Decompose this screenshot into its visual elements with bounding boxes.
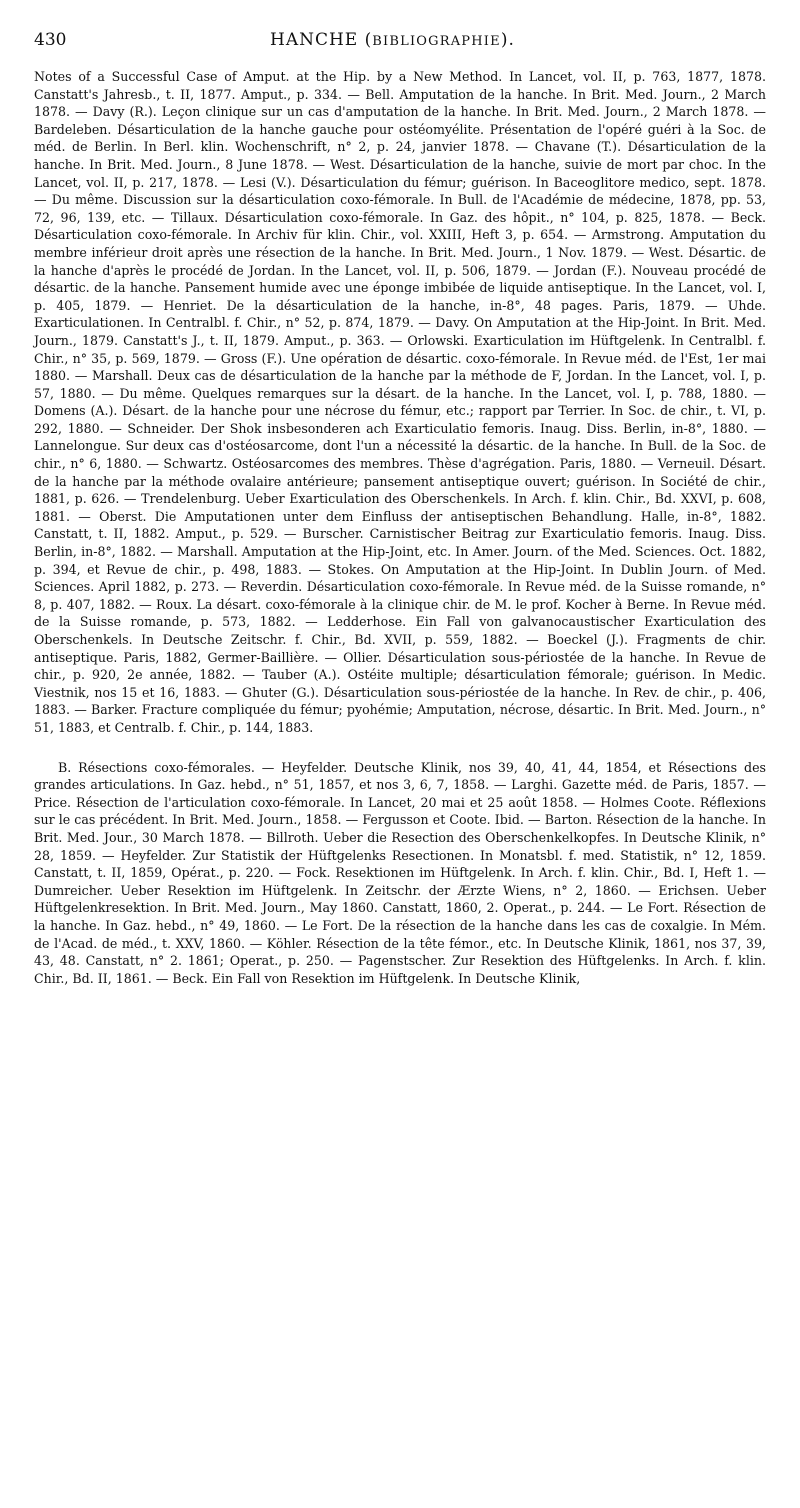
bibliography-section-b [34,759,766,988]
running-title-main: HANCHE ( [270,30,373,50]
section-a-paragraph: Notes of a Successful Case of Amput. at the Hip. by a New Method. In Lancet, vol. II, p. 763, 1877, 1878. Canstatt's Jahresb., t. II, 1877. Amput., p. 334. — Bell. Amputation de la hanche. In Brit. Med. Journ., 2 March 1878. — Davy (R.). Leçon clinique sur un cas d'amputation de la hanche. In Brit. Med. Journ., 2 March 1878. — Bardeleben. Désarticulation de la hanche gauche pour ostéomyélite. Présentation de l'opéré guéri à la Soc. de méd. de Berlin. In Berl. klin. Wochenschrift, n° 2, p. 24, janvier 1878. — Chavane (T.). Désarticulation de la hanche. In Brit. Med. Journ., 8 June 1878. — West. Désarticulation de la hanche, suivie de mort par choc. In the Lancet, vol. II, p. 217, 1878. — Lesi (V.). Désarticulation du fémur; guérison. In Baceoglitore medico, sept. 1878. — Du même. Discussion sur la désarticulation coxo-fémorale. In Bull. de l'Académie de médecine, 1878, pp. 53, 72, 96, 139, etc. — Tillaux. Désarticulation coxo-fémorale. In Gaz. des hôpit., n° 104, p. 825, 1878. — Beck. Désarticulation coxo-fémorale. In Archiv für klin. Chir., vol. XXIII, Heft 3, p. 654. — Armstrong. Amputation du membre inférieur droit après une résection de la hanche. In Brit. Med. Journ., 1 Nov. 1879. — West. Désartic. de la hanche d'après le procédé de Jordan. In the Lancet, vol. II, p. 506, 1879. — Jordan (F.). Nouveau procédé de désartic. de la hanche. Pansement humide avec une éponge imbibée de liquide antiseptique. In the Lancet, vol. I, p. 405, 1879. — Henriet. De la désarticulation de la hanche, in-8°, 48 pages. Paris, 1879. — Uhde. Exarticulationen. In Centralbl. f. Chir., n° 52, p. 874, 1879. — Davy. On Amputation at the Hip-Joint. In Brit. Med. Journ., 1879. Canstatt's J., t. II, 1879. Amput., p. 363. — Orlowski. Exarticulation im Hüftgelenk. In Centralbl. f. Chir., n° 35, p. 569, 1879. — Gross (F.). Une opération de désartic. coxo-fémorale. In Revue méd. de l'Est, 1er mai 1880. — Marshall. Deux cas de désarticulation de la hanche par la méthode de F, Jordan. In the Lancet, vol. I, p. 57, 1880. — Du même. Quelques remarques sur la désart. de la hanche. In the Lancet, vol. I, p. 788, 1880. — Domens (A.). Désart. de la hanche pour une nécrose du fémur, etc.; rapport par Terrier. In Soc. de chir., t. VI, p. 292, 1880. — Schneider. Der Shok insbesonderen ach Exarticulatio femoris. Inaug. Diss. Berlin, in-8°, 1880. — Lannelongue. Sur deux cas d'ostéosarcome, dont l'un a nécessité la désartic. de la hanche. In Bull. de la Soc. de chir., n° 6, 1880. — Schwartz. Ostéosarcomes des membres. Thèse d'agrégation. Paris, 1880. — Verneuil. Désart. de la hanche par la méthode ovalaire antérieure; pansement antiseptique ouvert; guérison. In Société de chir., 1881, p. 626. — Trendelenburg. Ueber Exarticulation des Oberschenkels. In Arch. f. klin. Chir., Bd. XXVI, p. 608, 1881. — Oberst. Die Amputationen unter dem Einfluss der antiseptischen Behandlung. Halle, in-8°, 1882. Canstatt, t. II, 1882. Amput., p. 529. — Burscher. Carnistischer Beitrag zur Exarticulatio femoris. Inaug. Diss. Berlin, in-8°, 1882. — Marshall. Amputation at the Hip-Joint, etc. In Amer. Journ. of the Med. Sciences. Oct. 1882, p. 394, et Revue de chir., p. 498, 1883. — Stokes. On Amputation at the Hip-Joint. In Dublin Journ. of Med. Sciences. April 1882, p. 273. — Reverdin. Désarticulation coxo-fémorale. In Revue méd. de la Suisse romande, n° 8, p. 407, 1882. — Roux. La désart. coxo-fémorale à la clinique chir. de M. le prof. Kocher à Berne. In Revue méd. de la Suisse romande, p. 573, 1882. — Ledderhose. Ein Fall von galvanocaustischer Exarticulation des Oberschenkels. In Deutsche Zeitschr. f. Chir., Bd. XVII, p. 559, 1882. — Boeckel (J.). Fragments de chir. antiseptique. Paris, 1882, Germer-Baillière. — Ollier. Désarticulation sous-périostée de la hanche. In Revue de chir., p. 920, 2e année, 1882. — Tauber (A.). Ostéite multiple; désarticulation fémorale; guérison. In Medic. Viestnik, nos 15 et 16, 1883. — Ghuter (G.). Désarticulation sous-périostée de la hanche. In Rev. de chir., p. 406, 1883. — Barker. Fracture compliquée du fémur; pyohémie; Amputation, nécrose, désartic. In Brit. Med. Journ., n° 51, 1883, et Centralb. f. Chir., p. 144, 1883. [34,69,766,735]
page-number: 430 [34,30,67,50]
running-title-small: BIBLIOGRAPHIE [372,34,501,49]
section-b-paragraph: B. Résections coxo-fémorales. — Heyfelder. Deutsche Klinik, nos 39, 40, 41, 44, 1854, et Résections des grandes articulations. In Gaz. hebd., n° 51, 1857, et nos 3, 6, 7, 1858. — Larghi. Gazette méd. de Paris, 1857. — Price. Résection de l'articulation coxo-fémorale. In Lancet, 20 mai et 25 août 1858. — Holmes Coote. Réflexions sur le cas précédent. In Brit. Med. Journ., 1858. — Fergusson et Coote. Ibid. — Barton. Résection de la hanche. In Brit. Med. Jour., 30 March 1878. — Billroth. Ueber die Resection des Oberschenkelkopfes. In Deutsche Klinik, n° 28, 1859. — Heyfelder. Zur Statistik der Hüftgelenks Resectionen. In Monatsbl. f. med. Statistik, n° 12, 1859. Canstatt, t. II, 1859, Opérat., p. 220. — Fock. Resektionen im Hüftgelenk. In Arch. f. klin. Chir., Bd. I, Heft 1. — Dumreicher. Ueber Resektion im Hüftgelenk. In Zeitschr. der Ærzte Wiens, n° 2, 1860. — Erichsen. Ueber Hüftgelenkresektion. In Brit. Med. Journ., May 1860. Canstatt, 1860, 2. Operat., p. 244. — Le Fort. Résection de la hanche. In Gaz. hebd., n° 49, 1860. — Le Fort. De la résection de la hanche dans les cas de coxalgie. In Mém. de l'Acad. de méd., t. XXV, 1860. — Köhler. Résection de la tête fémor., etc. In Deutsche Klinik, 1861, nos 37, 39, 43, 48. Canstatt, n° 2. 1861; Operat., p. 250. — Pagenstscher. Zur Resektion des Hüftgelenks. In Arch. f. klin. Chir., Bd. II, 1861. — Beck. Ein Fall von Resektion im Hüftgelenk. In Deutsche Klinik, [34,759,766,986]
running-title [270,30,515,50]
bibliography-section-a [34,68,766,737]
section-divider-space [34,737,766,759]
running-head [34,30,766,60]
running-title-end: ). [500,30,515,50]
